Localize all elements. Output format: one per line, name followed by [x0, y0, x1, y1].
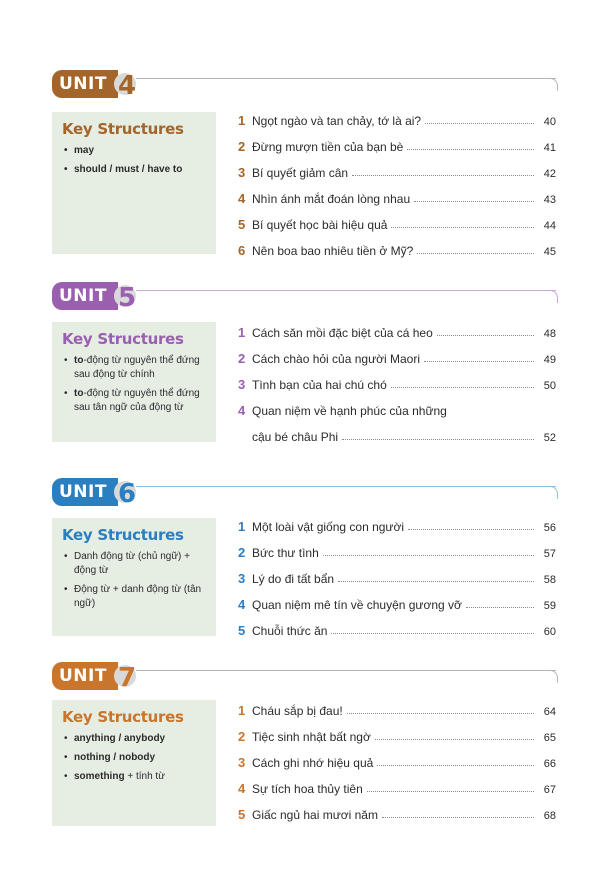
- lesson-title: Đừng mượn tiền của bạn bè: [252, 140, 404, 154]
- unit-5-section: [52, 282, 556, 444]
- dot-leader: [417, 253, 534, 254]
- unit-rule-end: [549, 78, 558, 91]
- lesson-title: Nhìn ánh mắt đoán lòng nhau: [252, 192, 411, 206]
- lesson-entry[interactable]: [238, 108, 556, 128]
- unit-tab: UNIT: [52, 282, 118, 310]
- lesson-number: 1: [238, 703, 246, 718]
- lesson-page: 57: [543, 548, 556, 560]
- structure-item: • anything / anybody: [60, 732, 208, 746]
- lesson-title: Quan niệm về hạnh phúc của những: [252, 404, 447, 418]
- lesson-page: 48: [543, 328, 556, 340]
- lesson-title: Quan niệm mê tín về chuyện gương vỡ: [252, 598, 462, 612]
- structure-item: • may: [60, 144, 208, 158]
- dot-leader: [323, 555, 534, 556]
- unit-header: [52, 70, 556, 100]
- lesson-page: 66: [543, 758, 556, 770]
- dot-leader: [331, 633, 534, 634]
- lesson-number: 3: [238, 165, 246, 180]
- lesson-number: 4: [238, 403, 246, 418]
- unit-number: 6: [118, 479, 137, 509]
- unit-header: [52, 478, 556, 508]
- unit-number: 7: [118, 663, 137, 693]
- lesson-entry[interactable]: [238, 750, 556, 770]
- dot-leader: [414, 201, 534, 202]
- lesson-number: 2: [238, 545, 246, 560]
- lesson-title: Nên boa bao nhiêu tiền ở Mỹ?: [252, 244, 414, 258]
- lesson-title: Bức thư tình: [252, 546, 319, 560]
- lesson-title: Cách chào hỏi của người Maori: [252, 352, 420, 366]
- lesson-entry[interactable]: [238, 802, 556, 822]
- lesson-number: 1: [238, 325, 246, 340]
- unit-header: [52, 282, 556, 312]
- lesson-title: Cháu sắp bị đau!: [252, 704, 343, 718]
- structure-item: • to-động từ nguyên thể đứng sau tân ngữ của động từ: [60, 387, 208, 415]
- key-structures-title: Key Structures: [62, 120, 184, 138]
- dot-leader: [338, 581, 534, 582]
- lesson-number: 6: [238, 243, 246, 258]
- dot-leader: [342, 439, 534, 440]
- dot-leader: [352, 175, 534, 176]
- unit-6-section: [52, 478, 556, 638]
- dot-leader: [375, 739, 534, 740]
- lesson-entry[interactable]: [238, 372, 556, 392]
- key-structures-box: [52, 700, 216, 826]
- lesson-entry[interactable]: [238, 540, 556, 560]
- lesson-entry[interactable]: [238, 698, 556, 718]
- dot-leader: [437, 335, 534, 336]
- structure-item: • nothing / nobody: [60, 751, 208, 765]
- lesson-number: 2: [238, 139, 246, 154]
- lesson-number: 4: [238, 191, 246, 206]
- lesson-entry[interactable]: [238, 724, 556, 744]
- lesson-title: Lý do đi tất bẩn: [252, 572, 335, 586]
- unit-rule: [136, 670, 556, 671]
- lesson-title: Chuỗi thức ăn: [252, 624, 328, 638]
- unit-rule: [136, 290, 556, 291]
- lesson-number: 5: [238, 623, 246, 638]
- lesson-title: Sự tích hoa thủy tiên: [252, 782, 363, 796]
- lesson-page: 49: [543, 354, 556, 366]
- lesson-title: cậu bé châu Phi: [252, 430, 339, 444]
- lesson-title: Cách săn mồi đặc biệt của cá heo: [252, 326, 433, 340]
- lesson-title: Bí quyết học bài hiệu quả: [252, 218, 388, 232]
- lesson-title: Ngọt ngào và tan chảy, tớ là ai?: [252, 114, 422, 128]
- lesson-number: 3: [238, 571, 246, 586]
- structure-item: • Danh động từ (chủ ngữ) + động từ: [60, 550, 208, 578]
- key-structures-title: Key Structures: [62, 526, 184, 544]
- lesson-page: 41: [543, 142, 556, 154]
- lesson-title: Giấc ngủ hai mươi năm: [252, 808, 378, 822]
- lesson-title: Bí quyết giảm cân: [252, 166, 349, 180]
- unit-tab: UNIT: [52, 478, 118, 506]
- key-structures-box: [52, 322, 216, 442]
- lesson-number: 4: [238, 597, 246, 612]
- structure-item: • to-động từ nguyên thể đứng sau động từ chính: [60, 354, 208, 382]
- key-structures-title: Key Structures: [62, 708, 184, 726]
- key-structures-box: [52, 518, 216, 636]
- unit-rule: [136, 78, 556, 79]
- unit-rule-end: [549, 670, 558, 683]
- unit-tab: UNIT: [52, 70, 118, 98]
- lesson-entry[interactable]: [238, 320, 556, 340]
- lesson-page: 40: [543, 116, 556, 128]
- lesson-number: 1: [238, 113, 246, 128]
- lesson-page: 65: [543, 732, 556, 744]
- unit-rule: [136, 486, 556, 487]
- lesson-entry[interactable]: [238, 346, 556, 366]
- unit-tab: UNIT: [52, 662, 118, 690]
- unit-rule-end: [549, 486, 558, 499]
- lesson-entry[interactable]: [238, 618, 556, 638]
- lesson-page: 50: [543, 380, 556, 392]
- lesson-page: 52: [543, 432, 556, 444]
- lesson-page: 58: [543, 574, 556, 586]
- lesson-entry[interactable]: [238, 186, 556, 206]
- lesson-title: Một loài vật giống con người: [252, 520, 404, 534]
- unit-rule-end: [549, 290, 558, 303]
- lesson-number: 2: [238, 351, 246, 366]
- lesson-page: 44: [543, 220, 556, 232]
- lesson-number: 5: [238, 217, 246, 232]
- lesson-number: 3: [238, 755, 246, 770]
- lesson-entry[interactable]: [238, 212, 556, 232]
- structure-item: • something + tính từ: [60, 770, 208, 784]
- unit-7-section: [52, 662, 556, 822]
- lesson-entry[interactable]: [238, 134, 556, 154]
- dot-leader: [424, 361, 534, 362]
- structure-item: • Động từ + danh động từ (tân ngữ): [60, 583, 208, 611]
- lesson-page: 59: [543, 600, 556, 612]
- lesson-entry[interactable]: [238, 776, 556, 796]
- lesson-page: 43: [543, 194, 556, 206]
- lesson-number: 3: [238, 377, 246, 392]
- lesson-title: Cách ghi nhớ hiệu quả: [252, 756, 374, 770]
- dot-leader: [407, 149, 534, 150]
- lesson-page: 45: [543, 246, 556, 258]
- dot-leader: [425, 123, 534, 124]
- dot-leader: [367, 791, 534, 792]
- structure-item: • should / must / have to: [60, 163, 208, 177]
- dot-leader: [391, 387, 534, 388]
- lesson-number: 1: [238, 519, 246, 534]
- lesson-number: 4: [238, 781, 246, 796]
- lesson-entry[interactable]: [238, 398, 556, 418]
- dot-leader: [382, 817, 534, 818]
- lesson-page: 60: [543, 626, 556, 638]
- dot-leader: [391, 227, 534, 228]
- lesson-title: Tiệc sinh nhật bất ngờ: [252, 730, 371, 744]
- key-structures-box: [52, 112, 216, 254]
- lesson-number: 5: [238, 807, 246, 822]
- unit-4-section: [52, 70, 556, 258]
- lesson-page: 67: [543, 784, 556, 796]
- lesson-entry[interactable]: [238, 238, 556, 258]
- unit-number: 4: [118, 71, 137, 101]
- lesson-entry[interactable]: [238, 514, 556, 534]
- lesson-entry[interactable]: [238, 160, 556, 180]
- lesson-entry[interactable]: [238, 566, 556, 586]
- lesson-title: Tình bạn của hai chú chó: [252, 378, 387, 392]
- dot-leader: [377, 765, 534, 766]
- unit-header: [52, 662, 556, 692]
- lesson-entry[interactable]: [238, 424, 556, 444]
- key-structures-title: Key Structures: [62, 330, 184, 348]
- lesson-page: 64: [543, 706, 556, 718]
- lesson-number: 2: [238, 729, 246, 744]
- unit-number: 5: [118, 283, 137, 313]
- lesson-page: 42: [543, 168, 556, 180]
- lesson-page: 56: [543, 522, 556, 534]
- dot-leader: [408, 529, 534, 530]
- dot-leader: [347, 713, 534, 714]
- lesson-entry[interactable]: [238, 592, 556, 612]
- dot-leader: [466, 607, 534, 608]
- lesson-page: 68: [543, 810, 556, 822]
